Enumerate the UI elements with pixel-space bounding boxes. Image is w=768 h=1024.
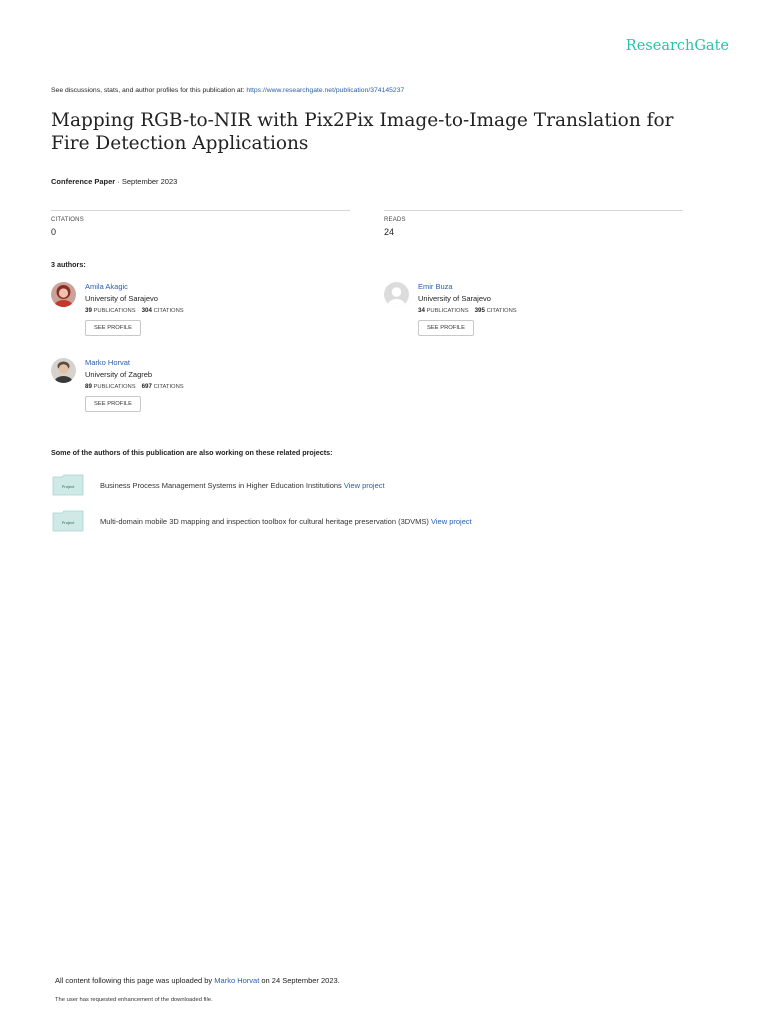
publications-label: PUBLICATIONS: [93, 384, 136, 390]
project-title: Multi-domain mobile 3D mapping and inspection toolbox for cultural heritage preservation (3DVMS): [100, 517, 431, 526]
male-avatar-icon[interactable]: [51, 358, 76, 383]
citations-label: CITATIONS: [153, 308, 184, 314]
project-folder-icon: [52, 510, 84, 532]
researchgate-logo[interactable]: ResearchGate: [625, 38, 729, 54]
author-card: [51, 282, 351, 352]
see-profile-button[interactable]: SEE PROFILE: [85, 396, 141, 412]
enhancement-note: The user has requested enhancement of the downloaded file.: [55, 997, 213, 1003]
reads-stat: [384, 210, 683, 237]
author-card: [51, 358, 351, 428]
author-institution: University of Sarajevo: [418, 294, 491, 303]
related-projects-heading: Some of the authors of this publication are also working on these related projects:: [51, 448, 333, 457]
publications-label: PUBLICATIONS: [426, 308, 469, 314]
author-card: [384, 282, 684, 352]
author-stats: [85, 307, 184, 314]
citations-count: 304: [141, 307, 152, 314]
see-profile-button[interactable]: SEE PROFILE: [85, 320, 141, 336]
citations-label: CITATIONS: [153, 384, 184, 390]
author-name-link[interactable]: Emir Buza: [418, 282, 453, 291]
view-project-link[interactable]: View project: [343, 481, 385, 490]
project-item: [52, 474, 652, 498]
citations-count: 395: [474, 307, 485, 314]
citations-count: 697: [141, 383, 152, 390]
project-text: [100, 517, 472, 526]
upload-note: [55, 976, 340, 985]
author-institution: University of Zagreb: [85, 370, 153, 379]
upload-prefix: All content following this page was uploaded by: [55, 976, 215, 985]
paper-title: Mapping RGB-to-NIR with Pix2Pix Image-to-Image Translation for Fire Detection Applications: [51, 110, 674, 154]
project-item: [52, 510, 652, 534]
reads-label: READS: [384, 217, 406, 223]
citations-label: CITATIONS: [486, 308, 517, 314]
paper-type: [51, 177, 177, 186]
reads-value: 24: [384, 227, 395, 237]
paper-date: · September 2023: [115, 177, 178, 186]
citations-label: CITATIONS: [51, 217, 84, 223]
publications-count: 39: [85, 307, 92, 314]
female-avatar-icon[interactable]: [51, 282, 76, 307]
discussion-line: [51, 87, 404, 94]
author-name-link[interactable]: Amila Akagic: [85, 282, 128, 291]
citations-stat: [51, 210, 350, 237]
publications-count: 89: [85, 383, 92, 390]
paper-type-label: Conference Paper: [51, 177, 116, 186]
upload-suffix: on 24 September 2023.: [259, 976, 340, 985]
project-title: Business Process Management Systems in Higher Education Institutions: [100, 481, 344, 490]
project-text: [100, 481, 385, 490]
project-folder-label: Project: [61, 484, 75, 489]
author-name-link[interactable]: Marko Horvat: [85, 358, 131, 367]
publications-count: 34: [418, 307, 425, 314]
see-profile-button[interactable]: SEE PROFILE: [418, 320, 474, 336]
author-stats: [418, 307, 517, 314]
publication-url-link[interactable]: https://www.researchgate.net/publication/374145237: [246, 87, 405, 94]
authors-heading: 3 authors:: [51, 260, 86, 269]
view-project-link[interactable]: View project: [431, 517, 472, 526]
discussion-prefix: See discussions, stats, and author profiles for this publication at:: [51, 87, 247, 94]
project-folder-label: Project: [61, 520, 75, 525]
citations-value: 0: [51, 227, 57, 237]
uploader-link[interactable]: Marko Horvat: [214, 976, 260, 985]
author-stats: [85, 383, 184, 390]
publications-label: PUBLICATIONS: [93, 308, 136, 314]
author-institution: University of Sarajevo: [85, 294, 158, 303]
project-folder-icon: [52, 474, 84, 496]
default-avatar-icon[interactable]: [384, 282, 409, 307]
